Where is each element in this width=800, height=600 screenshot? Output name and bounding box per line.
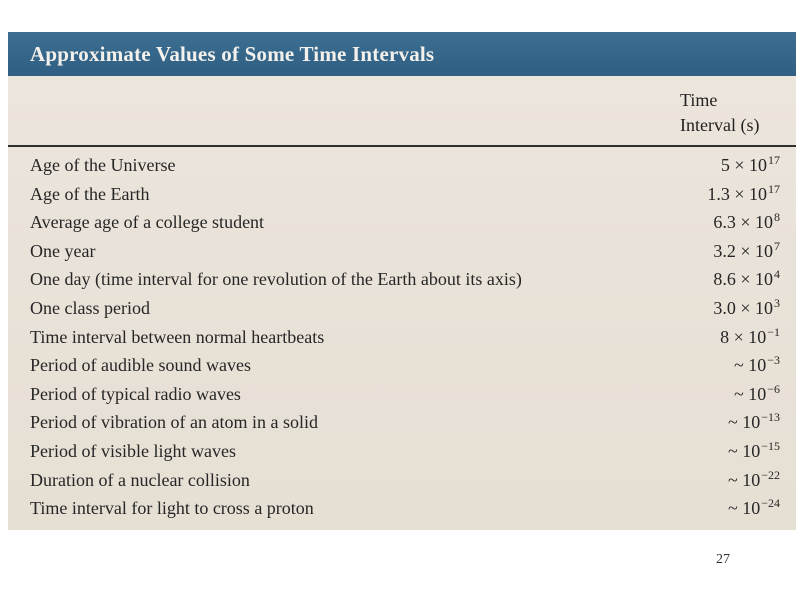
- value-exponent: 17: [768, 153, 780, 167]
- row-label: One class period: [30, 297, 150, 318]
- value-mantissa: 10: [742, 440, 761, 461]
- value-exponent: −1: [767, 324, 780, 339]
- row-label: Time interval between normal heartbeats: [30, 326, 325, 347]
- row-value: [713, 295, 780, 319]
- table-body: [8, 151, 796, 523]
- row-label: Age of the Universe: [30, 155, 176, 175]
- row-value: [713, 269, 780, 290]
- table-row: [8, 237, 796, 266]
- row-label: Period of typical radio waves: [30, 383, 241, 404]
- row-value: [707, 181, 780, 205]
- value-mantissa: 8 × 10: [720, 326, 767, 347]
- column-header-line2: Interval (s): [680, 115, 760, 135]
- row-value: [721, 155, 780, 176]
- row-label: Period of vibration of an atom in a solid: [30, 412, 318, 433]
- value-exponent: −24: [761, 496, 780, 511]
- row-label: One year: [30, 240, 96, 261]
- table-row: [8, 294, 796, 323]
- row-value: [713, 212, 780, 233]
- approx-sign: ~: [733, 383, 744, 404]
- table-row: [8, 494, 796, 523]
- approx-sign: ~: [727, 412, 738, 433]
- table-row: [8, 208, 796, 237]
- value-exponent: −15: [761, 438, 780, 453]
- table-row: [8, 265, 796, 294]
- header-divider: [8, 145, 796, 147]
- value-mantissa: 6.3 × 10: [713, 212, 773, 233]
- table-title-bar: [8, 32, 796, 76]
- table-row: [8, 180, 796, 209]
- row-value: [727, 467, 780, 491]
- value-exponent: 8: [774, 210, 780, 225]
- value-exponent: −13: [761, 410, 780, 425]
- table-row: [8, 466, 796, 495]
- time-intervals-table: [8, 32, 796, 530]
- row-label: Period of visible light waves: [30, 440, 236, 461]
- approx-sign: ~: [727, 498, 738, 519]
- row-label: Period of audible sound waves: [30, 355, 251, 376]
- page-number: 27: [716, 552, 730, 567]
- value-exponent: −6: [767, 381, 780, 396]
- value-mantissa: 10: [742, 412, 761, 433]
- value-exponent: 17: [768, 181, 780, 196]
- approx-sign: ~: [733, 355, 744, 376]
- row-label: Age of the Earth: [30, 183, 150, 204]
- table-row: [8, 323, 796, 352]
- column-header-time-interval: [680, 88, 790, 138]
- row-value: [727, 438, 780, 462]
- value-exponent: −22: [761, 467, 780, 482]
- row-value: [734, 355, 780, 376]
- approx-sign: ~: [727, 440, 738, 461]
- row-label: Duration of a nuclear collision: [30, 469, 250, 490]
- row-value: [733, 381, 780, 405]
- row-value: [713, 238, 780, 262]
- value-mantissa: 3.2 × 10: [713, 240, 773, 261]
- value-mantissa: 8.6 × 10: [713, 269, 773, 290]
- value-mantissa: 5 × 10: [720, 155, 767, 175]
- table-row: [8, 437, 796, 466]
- table-row: [8, 408, 796, 437]
- table-title: Approximate Values of Some Time Intervals: [30, 42, 435, 66]
- row-label: Average age of a college student: [30, 212, 265, 233]
- value-mantissa: 10: [742, 498, 761, 519]
- row-label: One day (time interval for one revolution of the Earth about its axis): [30, 269, 522, 290]
- table-row: [8, 380, 796, 409]
- value-mantissa: 10: [748, 383, 767, 404]
- value-mantissa: 3.0 × 10: [713, 297, 773, 318]
- table-row: [8, 351, 796, 380]
- column-header-line1: Time: [680, 90, 718, 110]
- value-mantissa: 10: [742, 469, 761, 490]
- row-value: [728, 498, 780, 519]
- value-exponent: 7: [774, 238, 780, 253]
- row-value: [720, 324, 780, 348]
- approx-sign: ~: [727, 469, 738, 490]
- table-row: [8, 151, 796, 180]
- value-exponent: 3: [774, 295, 780, 310]
- value-exponent: 4: [774, 267, 780, 282]
- value-exponent: −3: [767, 353, 780, 368]
- row-value: [728, 412, 780, 433]
- value-mantissa: 1.3 × 10: [707, 183, 767, 204]
- value-mantissa: 10: [748, 355, 767, 376]
- row-label: Time interval for light to cross a proton: [30, 498, 314, 519]
